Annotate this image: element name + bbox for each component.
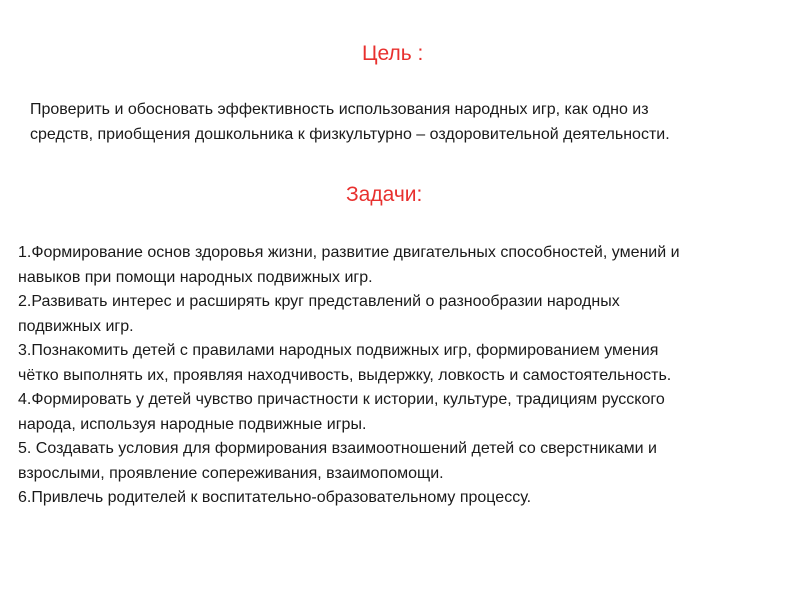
task-line: 2.Развивать интерес и расширять круг представлений о разнообразии народных [18,293,620,310]
task-line: 5. Создавать условия для формирования взаимоотношений детей со сверстниками и [18,440,657,457]
tasks-list [18,241,788,511]
task-line: 1.Формирование основ здоровья жизни, развитие двигательных способностей, умений и [18,244,680,261]
task-line: подвижных игр. [18,317,134,335]
task-line: чётко выполнять их, проявляя находчивость, выдержку, ловкость и самостоятельность. [18,366,672,384]
task-line: народа, используя народные подвижные игры. [18,415,367,433]
goal-text-line: средств, приобщения дошкольника к физкультурно – оздоровительной деятельности. [30,126,670,143]
goal-text [30,97,775,147]
tasks-heading: Задачи: [346,183,423,206]
task-line: 6.Привлечь родителей к воспитательно-образовательному процессу. [18,489,532,506]
goal-text-line: Проверить и обосновать эффективность использования народных игр, как одно из [30,101,649,118]
task-line: навыков при помощи народных подвижных игр. [18,268,373,286]
task-line: 4.Формировать у детей чувство причастности к истории, культуре, традициям русского [18,391,665,408]
task-line: взрослыми, проявление сопереживания, взаимопомощи. [18,464,444,482]
goal-heading: Цель : [362,42,424,65]
task-line: 3.Познакомить детей с правилами народных подвижных игр, формированием умения [18,342,659,359]
